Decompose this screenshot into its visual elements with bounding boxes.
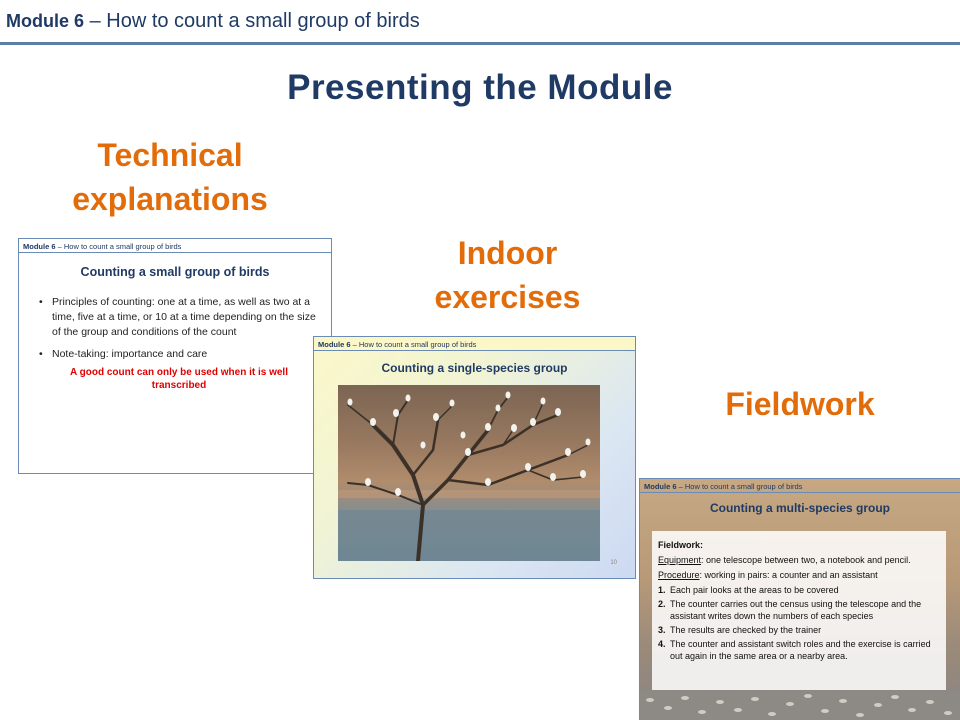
slide-header-subtitle: – How to count a small group of birds	[676, 482, 803, 491]
slide-header-module: Module 6	[318, 340, 351, 349]
category-technical: Technical explanations	[72, 137, 268, 217]
step-number: 4.	[658, 639, 666, 649]
slide-note: A good count can only be used when it is well transcribed	[70, 367, 288, 391]
fieldwork-label: Fieldwork:	[658, 540, 704, 550]
bullet-item: • Note-taking: importance and care	[37, 347, 322, 362]
slide-header	[640, 479, 960, 493]
step-text: The counter carries out the census using the telescope and the assistant writes down the numbers of each species	[670, 599, 922, 621]
procedure-steps	[658, 584, 940, 662]
equipment-label: Equipment	[658, 555, 702, 565]
slide-header	[19, 239, 331, 253]
bullet-list	[37, 295, 322, 369]
slide-title: Counting a small group of birds	[80, 265, 270, 279]
procedure-line	[658, 569, 940, 581]
module-subtitle: – How to count a small group of birds	[84, 10, 420, 32]
slide-fieldwork-thumbnail	[639, 478, 960, 720]
equipment-line	[658, 554, 940, 566]
slide-header-module: Module 6	[644, 482, 677, 491]
procedure-step	[658, 624, 940, 636]
step-number: 2.	[658, 599, 666, 609]
module-label: Module 6	[6, 11, 85, 31]
slide-header-module: Module 6	[23, 242, 56, 251]
page-title: Presenting the Module	[287, 68, 673, 107]
shorebird-flock-image	[640, 690, 960, 720]
module-header	[6, 10, 420, 33]
slide-header-divider	[19, 252, 331, 253]
slide-header-divider	[640, 492, 960, 493]
header-divider	[0, 42, 960, 45]
slide-header-subtitle: – How to count a small group of birds	[55, 242, 182, 251]
slide-technical-thumbnail	[18, 238, 332, 474]
step-number: 3.	[658, 625, 666, 635]
equipment-text: : one telescope between two, a notebook and pencil.	[701, 555, 911, 565]
slide-header-divider	[314, 350, 635, 351]
slide-page-number: 10	[610, 560, 617, 566]
step-text: Each pair looks at the areas to be covered	[670, 585, 839, 595]
step-text: The counter and assistant switch roles and the exercise is carried out again in the same area or a nearby area.	[670, 639, 931, 661]
category-fieldwork: Fieldwork	[725, 386, 875, 422]
slide-header	[314, 337, 635, 351]
step-text: The results are checked by the trainer	[670, 625, 822, 635]
procedure-step	[658, 584, 940, 596]
step-number: 1.	[658, 585, 666, 595]
procedure-step	[658, 638, 940, 662]
slide-title: Counting a single-species group	[381, 361, 568, 375]
category-indoor: Indoor exercises	[434, 235, 581, 315]
procedure-step	[658, 598, 940, 622]
procedure-text: : working in pairs: a counter and an assistant	[699, 570, 878, 580]
slide-title: Counting a multi-species group	[709, 501, 890, 515]
procedure-label: Procedure	[658, 570, 700, 580]
bullet-item: • Principles of counting: one at a time, as well as two at a time, five at a time, or 10 at a time depending on the size of the group and conditions of the count	[37, 295, 322, 340]
slide-indoor-thumbnail	[313, 336, 636, 579]
egrets-in-tree-photo	[338, 385, 600, 561]
slide-header-subtitle: – How to count a small group of birds	[350, 340, 477, 349]
fieldwork-instructions	[652, 531, 946, 694]
